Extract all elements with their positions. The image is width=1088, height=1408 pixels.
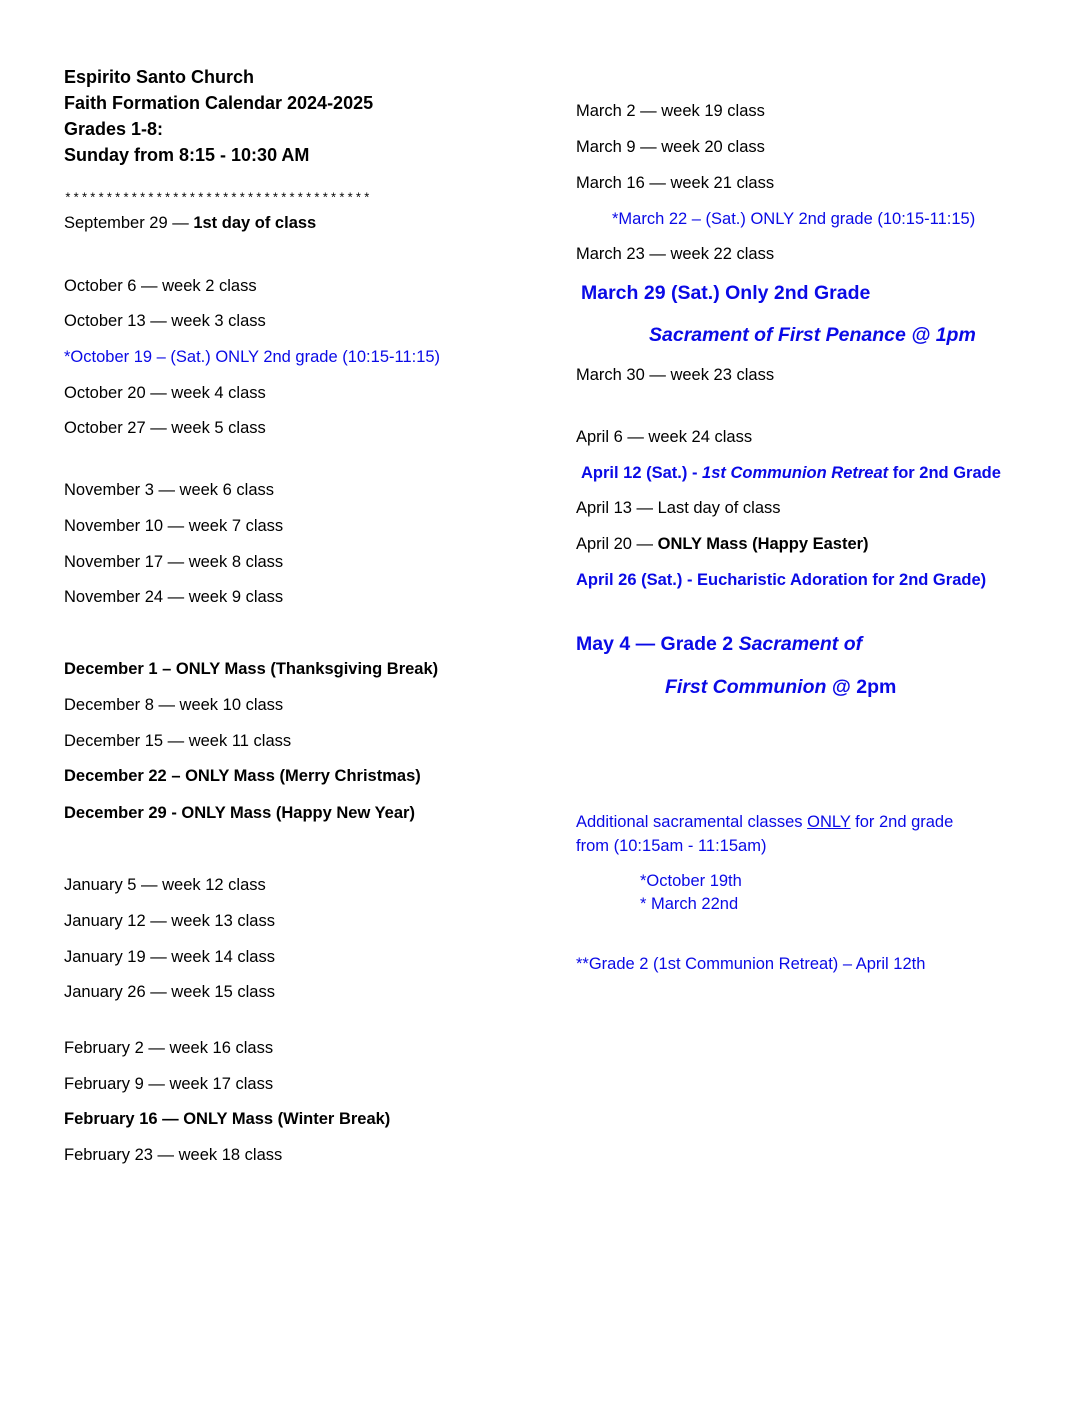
penance-date-line: March 29 (Sat.) Only 2nd Grade [581, 282, 871, 304]
notes-underlined: ONLY [807, 813, 851, 831]
entry-october-27: October 27 — week 5 class [64, 419, 266, 437]
entry-november-24: November 24 — week 9 class [64, 588, 284, 606]
entry-april-20 [576, 533, 869, 555]
entry-december-8: December 8 — week 10 class [64, 696, 284, 714]
entry-january-12: January 12 — week 13 class [64, 912, 275, 930]
entry-december-29: December 29 - ONLY Mass (Happy New Year) [64, 804, 415, 822]
notes-additional-classes [576, 811, 953, 833]
entry-april-26-adoration: April 26 (Sat.) - Eucharistic Adoration for 2nd Grade) [576, 571, 987, 589]
entry-january-26: January 26 — week 15 class [64, 983, 275, 1001]
entry-march-2: March 2 — week 19 class [576, 102, 765, 120]
entry-october-19-special: *October 19 – (Sat.) ONLY 2nd grade (10:15-11:15) [64, 348, 441, 366]
communion-sacrament-line [665, 674, 896, 700]
communion-time: @ 2pm [826, 676, 897, 698]
entry-september-29 [64, 212, 316, 234]
entry-february-2: February 2 — week 16 class [64, 1039, 274, 1057]
entry-march-30: March 30 — week 23 class [576, 366, 775, 384]
notes-suffix: for 2nd grade [850, 813, 954, 831]
penance-sacrament-line: Sacrament of First Penance @ 1pm [649, 324, 976, 346]
entry-october-6: October 6 — week 2 class [64, 277, 257, 295]
communion-italic: Sacrament of [738, 633, 863, 655]
entry-january-19: January 19 — week 14 class [64, 948, 275, 966]
entry-text: ONLY Mass (Happy Easter) [657, 535, 869, 553]
entry-december-22: December 22 – ONLY Mass (Merry Christmas) [64, 767, 421, 785]
entry-date: April 20 — [576, 535, 658, 553]
entry-date: September 29 — [64, 214, 194, 232]
schedule-label: Sunday from 8:15 - 10:30 AM [64, 145, 310, 165]
notes-date-2: * March 22nd [640, 895, 739, 913]
entry-october-13: October 13 — week 3 class [64, 312, 266, 330]
entry-march-16: March 16 — week 21 class [576, 174, 775, 192]
entry-january-5: January 5 — week 12 class [64, 876, 266, 894]
divider-stars: ************************************* [64, 191, 372, 206]
entry-april-13: April 13 — Last day of class [576, 499, 781, 517]
entry-october-20: October 20 — week 4 class [64, 384, 266, 402]
entry-february-9: February 9 — week 17 class [64, 1075, 274, 1093]
entry-december-15: December 15 — week 11 class [64, 732, 292, 750]
grades-label: Grades 1-8: [64, 119, 164, 139]
notes-time: from (10:15am - 11:15am) [576, 837, 767, 855]
calendar-title: Faith Formation Calendar 2024-2025 [64, 93, 374, 113]
entry-march-23: March 23 — week 22 class [576, 245, 775, 263]
notes-date-1: *October 19th [640, 872, 742, 890]
entry-november-3: November 3 — week 6 class [64, 481, 274, 499]
entry-march-9: March 9 — week 20 class [576, 138, 765, 156]
retreat-italic: 1st Communion Retreat [702, 464, 889, 482]
entry-february-23: February 23 — week 18 class [64, 1146, 283, 1164]
retreat-prefix: April 12 (Sat.) - [581, 464, 703, 482]
entry-november-10: November 10 — week 7 class [64, 517, 284, 535]
entry-march-22-special: *March 22 – (Sat.) ONLY 2nd grade (10:15-11:15) [612, 210, 976, 228]
notes-retreat: **Grade 2 (1st Communion Retreat) – April 12th [576, 955, 926, 973]
notes-prefix: Additional sacramental classes [576, 813, 808, 831]
entry-april-12-retreat [581, 462, 1001, 484]
entry-december-1: December 1 – ONLY Mass (Thanksgiving Break) [64, 660, 439, 678]
communion-prefix: May 4 — Grade 2 [576, 633, 739, 655]
retreat-suffix: for 2nd Grade [888, 464, 1001, 482]
church-name: Espirito Santo Church [64, 67, 255, 87]
entry-november-17: November 17 — week 8 class [64, 553, 284, 571]
communion-date-line [576, 631, 862, 657]
entry-april-6: April 6 — week 24 class [576, 428, 753, 446]
entry-february-16: February 16 — ONLY Mass (Winter Break) [64, 1110, 391, 1128]
entry-text: 1st day of class [193, 214, 317, 232]
communion-italic-2: First Communion [665, 676, 827, 698]
